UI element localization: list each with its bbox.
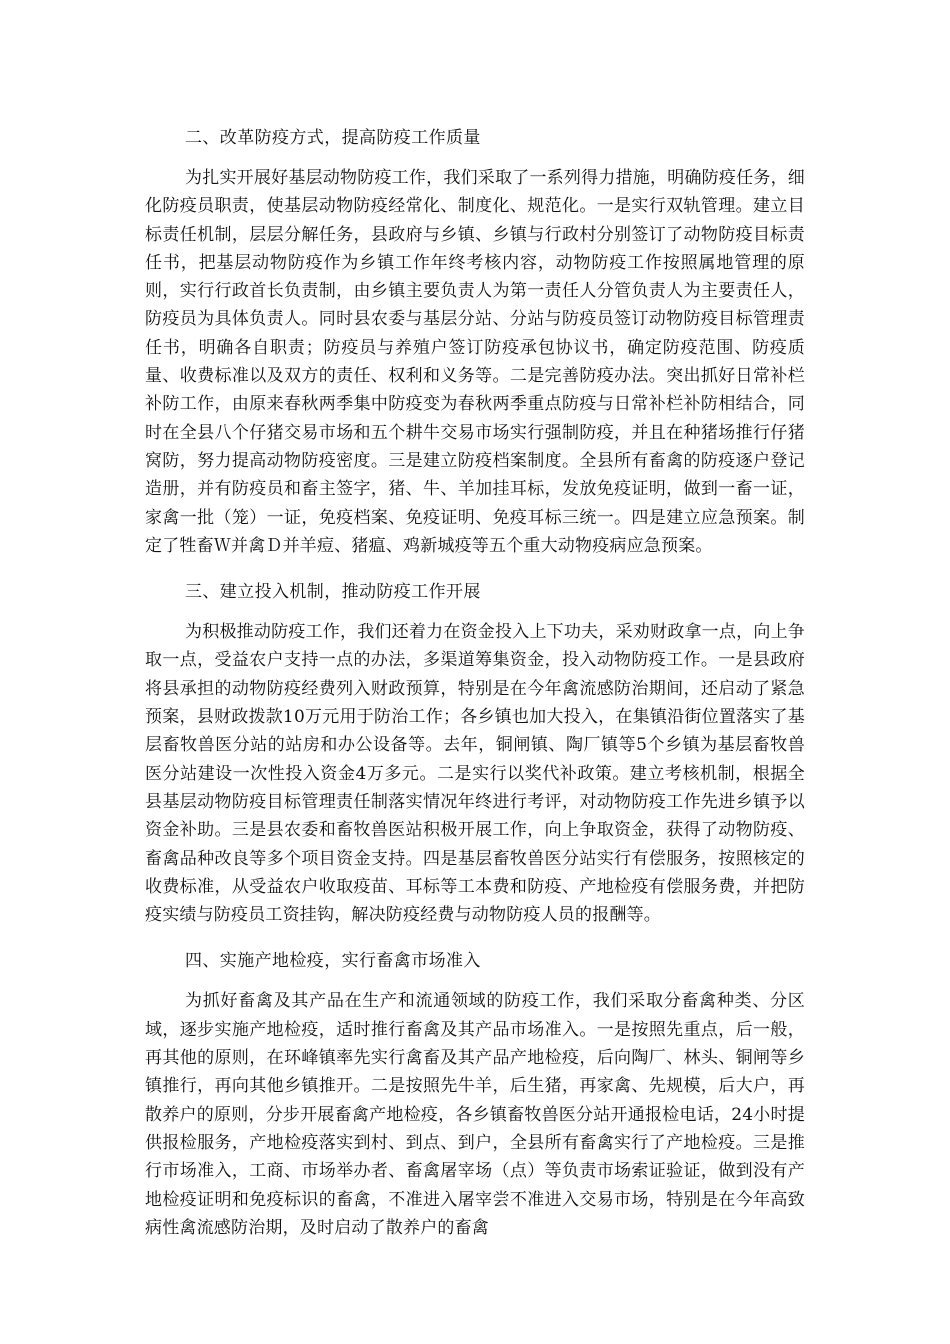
section-heading-2: 二、改革防疫方式，提高防疫工作质量	[185, 128, 481, 148]
section-paragraph-2: 为扎实开展好基层动物防疫工作，我们采取了一系列得力措施，明确防疫任务，细化防疫员职责，使基层动物防疫经常化、制度化、规范化。一是实行双轨管理。建立目标责任机制，层层分解任务，县政府与乡镇、乡镇与行政村分别签订了动物防疫目标责任书，把基层动物防疫作为乡镇工作年终考核内容，动物防疫工作按照属地管理的原则，实行行政首长负责制，由乡镇主要负责人为第一责任人分管负责人为主要责任人，防疫员为具体负责人。同时县农委与基层分站、分站与防疫员签订动物防疫目标管理责任书，明确各自职责；防疫员与养殖户签订防疫承包协议书，确定防疫范围、防疫质量、收费标准以及双方的责任、权利和义务等。二是完善防疫办法。突出抓好日常补栏补防工作，由原来春秋两季集中防疫变为春秋两季重点防疫与日常补栏补防相结合，同时在全县八个仔猪交易市场和五个耕牛交易市场实行强制防疫，并且在种猪场推行仔猪窝防，努力提高动物防疫密度。三是建立防疫档案制度。全县所有畜禽的防疫逐户登记造册，并有防疫员和畜主签字，猪、牛、羊加挂耳标，发放免疫证明，做到一畜一证，家禽一批（笼）一证，免疫档案、免疫证明、免疫耳标三统一。四是建立应急预案。制定了牲畜Ｗ并禽Ｄ并羊痘、猪瘟、鸡新城疫等五个重大动物疫病应急预案。	[145, 168, 805, 556]
document-page	[145, 118, 805, 1254]
section-heading-4: 四、实施产地检疫，实行畜禽市场准入	[185, 951, 481, 972]
section-paragraph-4: 为抓好畜禽及其产品在生产和流通领域的防疫工作，我们采取分畜禽种类、分区域，逐步实施产地检疫，适时推行畜禽及其产品市场准入。一是按照先重点，后一般，再其他的原则，在环峰镇率先实行禽畜及其产品产地检疫，后向陶厂、林头、铜闸等乡镇推行，再向其他乡镇推开。二是按照先牛羊，后生猪，再家禽、先规模，后大户，再散养户的原则，分步开展畜禽产地检疫，各乡镇畜牧兽医分站开通报检电话，24小时提供报检服务，产地检疫落实到村、到点、到户，全县所有畜禽实行了产地检疫。三是推行市场准入，工商、市场举办者、畜禽屠宰场（点）等负责市场索证验证，做到没有产地检疫证明和免疫标识的畜禽，不准进入屠宰尝不准进入交易市场，特别是在今年高致病性禽流感防治期，及时启动了散养户的畜禽	[145, 991, 805, 1238]
section-paragraph-3: 为积极推动防疫工作，我们还着力在资金投入上下功夫，采劝财政拿一点，向上争取一点，受益农户支持一点的办法，多渠道筹集资金，投入动物防疫工作。一是县政府将县承担的动物防疫经费列入财政预算，特别是在今年禽流感防治期间，还启动了紧急预案，县财政拨款10万元用于防治工作；各乡镇也加大投入，在集镇沿街位置落实了基层畜牧兽医分站的站房和办公设备等。去年，铜闸镇、陶厂镇等5个乡镇为基层畜牧兽医分站建设一次性投入资金4万多元。二是实行以奖代补政策。建立考核机制，根据全县基层动物防疫目标管理责任制落实情况年终进行考评，对动物防疫工作先进乡镇予以资金补助。三是县农委和畜牧兽医站积极开展工作，向上争取资金，获得了动物防疫、畜禽品种改良等多个项目资金支持。四是基层畜牧兽医分站实行有偿服务，按照核定的收费标准，从受益农户收取疫苗、耳标等工本费和防疫、产地检疫有偿服务费，并把防疫实绩与防疫员工资挂钩，解决防疫经费与动物防疫人员的报酬等。	[145, 622, 805, 926]
section-heading-3: 三、建立投入机制，推动防疫工作开展	[185, 582, 481, 603]
